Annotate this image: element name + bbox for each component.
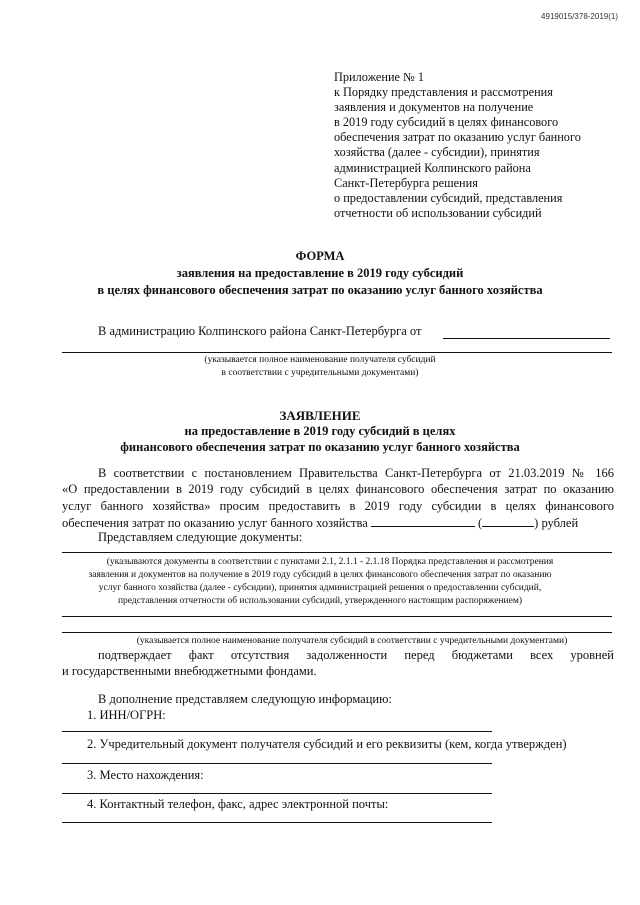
recipient-name-line[interactable] — [62, 632, 612, 633]
addressee-hint: (указывается полное наименование получателя субсидий — [204, 355, 436, 365]
contacts-fill-line[interactable] — [62, 822, 492, 823]
statement-title: ЗАЯВЛЕНИЕ — [279, 408, 361, 423]
amount-words-field[interactable] — [482, 514, 534, 527]
location-fill-line[interactable] — [62, 793, 492, 794]
appendix-line: Санкт-Петербурга решения — [334, 175, 478, 190]
appendix-header — [334, 70, 624, 221]
item-founding-document: 2. Учредительный документ получателя субсидий и его реквизиты (кем, когда утвержден) — [87, 737, 567, 751]
documents-hint: заявления и документов на получение в 2019 году субсидий в целях финансового обеспечения затрат по оказанию — [88, 570, 552, 580]
appendix-line: в 2019 году субсидий в целях финансового — [334, 115, 559, 130]
amount-paren-open: ( — [478, 516, 483, 530]
recipient-hint: (указывается полное наименование получателя субсидий в соответствии с учредительными документами) — [136, 636, 568, 646]
amount-line-text: обеспечения затрат по оказанию услуг банного хозяйства — [62, 516, 368, 530]
paragraph-line: подтверждает факт отсутствия задолженности перед бюджетами всех уровней — [98, 648, 614, 662]
request-paragraph — [62, 465, 614, 514]
addressee-name-line[interactable] — [62, 352, 612, 353]
addressee-hint: в соответствии с учредительными документами) — [221, 368, 419, 378]
paragraph-line: услуг банного хозяйства» просим предоставить в 2019 году субсидии в целях финансового — [62, 498, 614, 513]
addressee-fill-line[interactable] — [443, 338, 610, 339]
documents-hint: (указываются документы в соответствии с пунктами 2.1, 2.1.1 - 2.1.18 Порядка представления и рассмотрения — [106, 557, 554, 567]
addressee-text: В администрацию Колпинского района Санкт-Петербурга от — [98, 324, 422, 338]
documents-fill-line[interactable] — [62, 552, 612, 553]
appendix-line: к Порядку представления и рассмотрения — [334, 85, 553, 100]
item-location: 3. Место нахождения: — [87, 768, 204, 782]
documents-hint: услуг банного хозяйства (далее - субсидии), принятия администрацией решения о предоставлении субсидий, — [98, 583, 542, 593]
documents-intro: Представляем следующие документы: — [98, 530, 303, 544]
appendix-line: обеспечения затрат по оказанию услуг банного — [334, 130, 581, 145]
paragraph-line: «О предоставлении в 2019 году субсидий в целях финансового обеспечения затрат по оказанию — [62, 482, 614, 497]
appendix-line: администрацией Колпинского района — [334, 160, 531, 175]
appendix-line: заявления и документов на получение — [334, 100, 534, 115]
form-subtitle-line: заявления на предоставление в 2019 году субсидий — [176, 266, 464, 280]
item-inn-ogrn: 1. ИНН/ОГРН: — [87, 708, 166, 722]
additional-info-intro: В дополнение представляем следующую информацию: — [98, 692, 392, 706]
paragraph-line: и государственными внебюджетными фондами. — [62, 664, 317, 679]
documents-fill-line[interactable] — [62, 616, 612, 617]
documents-hint: представления отчетности об использовании субсидий, утвержденного настоящим распоряжением) — [117, 596, 523, 606]
amount-suffix: ) рублей — [534, 516, 579, 530]
confirmation-paragraph — [62, 647, 614, 680]
statement-subtitle-line: финансового обеспечения затрат по оказанию услуг банного хозяйства — [120, 440, 520, 454]
appendix-line: отчетности об использовании субсидий — [334, 205, 542, 220]
amount-line — [62, 514, 578, 531]
document-number: 4919015/378-2019(1) — [541, 12, 618, 21]
appendix-line: о предоставлении субсидий, представления — [334, 190, 563, 205]
statement-subtitle-line: на предоставление в 2019 году субсидий в целях — [184, 424, 456, 438]
appendix-line: Приложение № 1 — [334, 70, 425, 84]
inn-fill-line[interactable] — [62, 731, 492, 732]
founding-document-fill-line[interactable] — [62, 763, 492, 764]
paragraph-line: В соответствии с постановлением Правительства Санкт-Петербурга от 21.03.2019 № 166 — [98, 466, 614, 480]
amount-number-field[interactable] — [371, 514, 475, 527]
appendix-line: хозяйства (далее - субсидии), принятия — [334, 145, 540, 160]
form-subtitle-line: в целях финансового обеспечения затрат по оказанию услуг банного хозяйства — [97, 283, 543, 297]
item-contacts: 4. Контактный телефон, факс, адрес электронной почты: — [87, 797, 389, 811]
form-title: ФОРМА — [295, 249, 345, 263]
